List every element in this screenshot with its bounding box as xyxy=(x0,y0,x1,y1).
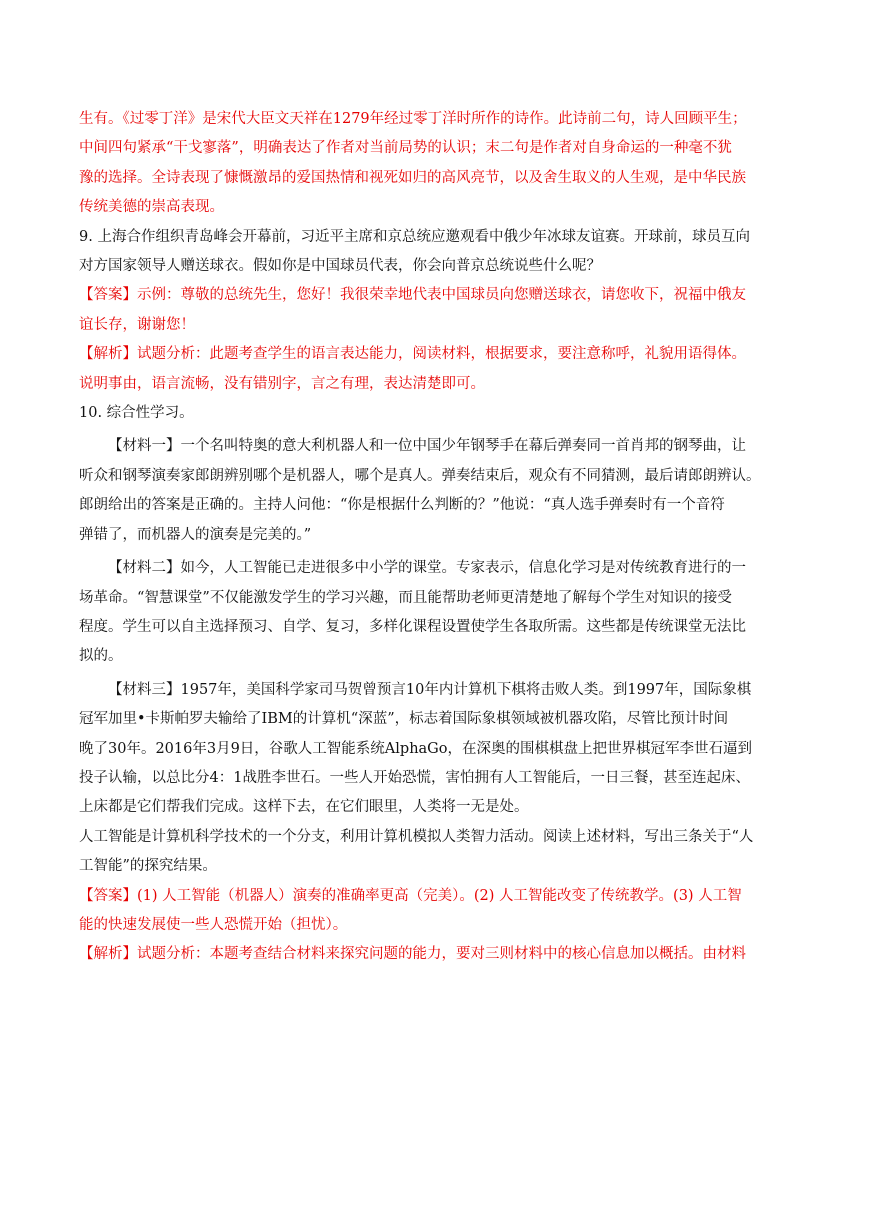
question-10-answer xyxy=(79,882,791,941)
question-9-answer: 谊长存，谢谢您！ xyxy=(79,316,195,333)
text-line: 听众和钢琴演奏家郎朗辨别哪个是机器人，哪个是真人。弹奏结束后，观众有不同猜测，最后请郎朗辨认。 xyxy=(79,467,761,484)
question-10-title: 10. 综合性学习。 xyxy=(79,405,194,422)
material-1 xyxy=(79,432,791,550)
question-9-analysis: 【解析】试题分析：此题考查学生的语言表达能力，阅读材料，根据要求，要注意称呼，礼貌用语得体。 xyxy=(79,346,746,363)
question-9 xyxy=(79,223,791,399)
text-line: 拟的。 xyxy=(79,648,123,665)
text-line: 工智能”的探究结果。 xyxy=(79,858,217,875)
text-line: 程度。学生可以自主选择预习、自学、复习，多样化课程设置使学生各取所需。这些都是传统课堂无法比 xyxy=(79,618,746,635)
question-9-analysis: 说明事由，语言流畅，没有错别字，言之有理，表达清楚即可。 xyxy=(79,375,485,392)
previous-answer-continuation xyxy=(79,105,791,223)
text-line: 中间四句紧承“干戈寥落”，明确表达了作者对当前局势的认识；末二句是作者对自身命运的一种毫不犹 xyxy=(79,140,732,157)
text-line: 上床都是它们帮我们完成。这样下去，在它们眼里，人类将一无是处。 xyxy=(79,799,529,816)
text-line: 【材料二】如今，人工智能已走进很多中小学的课堂。专家表示，信息化学习是对传统教育进行的一 xyxy=(108,560,746,577)
text-line: 【答案】(1) 人工智能（机器人）演奏的准确率更高（完美）。(2) 人工智能改变了传统教学。(3) 人工智 xyxy=(79,887,742,904)
text-line: 弹错了，而机器人的演奏是完美的。” xyxy=(79,526,312,543)
text-line: 传统美德的崇高表现。 xyxy=(79,199,224,216)
text-line: 生有。《过零丁洋》是宋代大臣文天祥在1279年经过零丁洋时所作的诗作。此诗前二句，诗人回顾平生； xyxy=(79,111,747,127)
question-9-answer: 【答案】示例：尊敬的总统先生，您好！我很荣幸地代表中国球员向您赠送球衣，请您收下，祝福中俄友 xyxy=(79,287,746,304)
text-line: 场革命。“智慧课堂”不仅能激发学生的学习兴趣，而且能帮助老师更清楚地了解每个学生对知识的接受 xyxy=(79,589,732,606)
material-3 xyxy=(79,676,791,823)
text-line: 【材料三】1957年，美国科学家司马贺曾预言10年内计算机下棋将击败人类。到1997年，国际象棋 xyxy=(108,681,752,698)
text-line: 豫的选择。全诗表现了慷慨激昂的爱国热情和视死如归的高风亮节，以及舍生取义的人生观，是中华民族 xyxy=(79,169,746,186)
text-line: 【材料一】一个名叫特奥的意大利机器人和一位中国少年钢琴手在幕后弹奏同一首肖邦的钢琴曲，让 xyxy=(108,438,746,455)
text-line: 晚了30年。2016年3月9日，谷歌人工智能系统AlphaGo，在深奥的围棋棋盘上把世界棋冠军李世石逼到 xyxy=(79,740,752,757)
question-9-text: 对方国家领导人赠送球衣。假如你是中国球员代表，你会向普京总统说些什么呢？ xyxy=(79,258,601,275)
text-line: 投子认输，以总比分4：1战胜李世石。一些人开始恐慌，害怕拥有人工智能后，一日三餐，甚至连起床、 xyxy=(79,769,750,786)
text-line: 【解析】试题分析：本题考查结合材料来探究问题的能力，要对三则材料中的核心信息加以概括。由材料 xyxy=(79,946,746,963)
question-10-analysis xyxy=(79,940,791,969)
question-9-text: 9. 上海合作组织青岛峰会开幕前，习近平主席和京总统应邀观看中俄少年冰球友谊赛。开球前，球员互向 xyxy=(79,228,750,245)
material-2 xyxy=(79,554,791,672)
text-line: 冠军加里•卡斯帕罗夫输给了IBM的计算机“深蓝”，标志着国际象棋领域被机器攻陷，尽管比预计时间 xyxy=(79,711,729,728)
text-line: 人工智能是计算机科学技术的一个分支，利用计算机模拟人类智力活动。阅读上述材料，写出三条关于“人 xyxy=(79,828,754,845)
question-10 xyxy=(79,399,791,970)
text-line: 能的快速发展使一些人恐慌开始（担忧）。 xyxy=(79,916,348,933)
page-content xyxy=(79,105,791,970)
question-10-prompt xyxy=(79,823,791,882)
text-line: 郎朗给出的答案是正确的。主持人问他：“你是根据什么判断的？”他说：“真人选手弹奏时有一个音符 xyxy=(79,497,725,514)
